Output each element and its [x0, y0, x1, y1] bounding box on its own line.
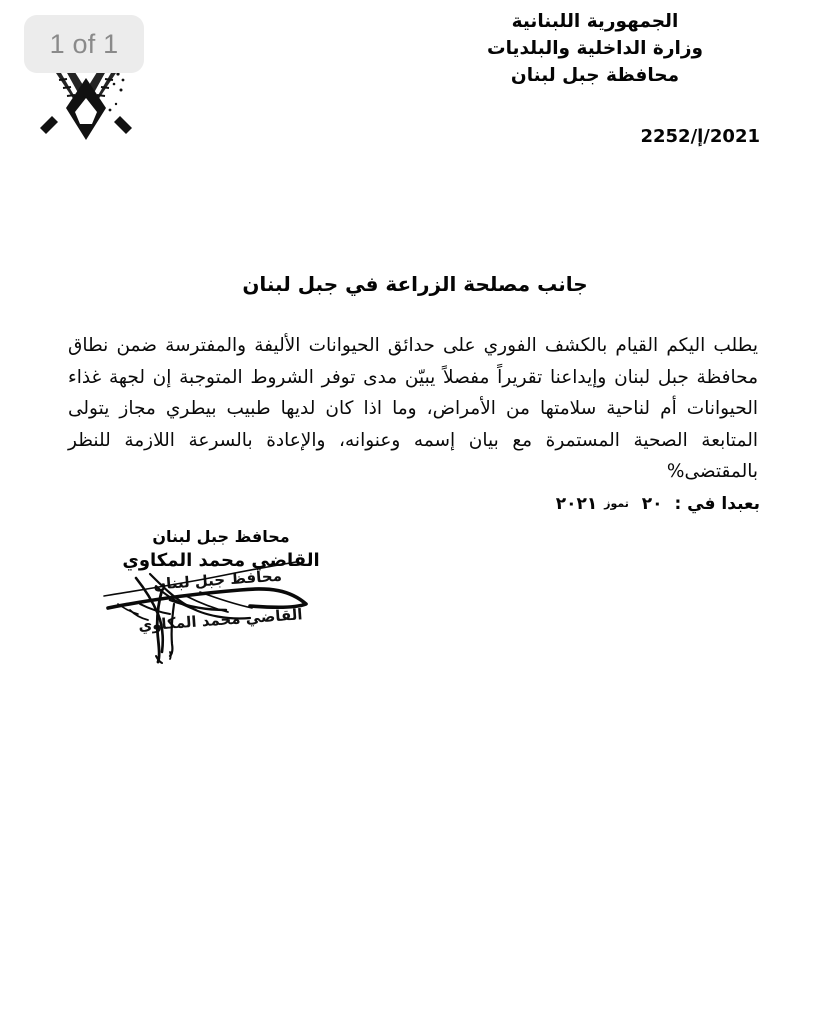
signatory-title: محافظ جبل لبنان — [152, 527, 290, 546]
body-line-5: بالمقتضى% — [666, 461, 758, 482]
reference-number: 2021/إ/2252 — [640, 126, 760, 147]
stamp-line-name: القاضي محمد المكاوي — [137, 605, 304, 635]
letter-body — [68, 330, 758, 488]
letterhead-line-ministry: وزارة الداخلية والبلديات — [487, 38, 703, 59]
body-line-4: المتابعة الصحية المستمرة مع بيان إسمه وعنوانه، والإعادة بالسرعة اللازمة للنظر — [68, 429, 758, 451]
date-line — [556, 494, 760, 514]
body-line-1: يطلب اليكم القيام بالكشف الفوري على حدائق الحيوانات الأليفة والمفترسة ضمن نطاق — [68, 335, 758, 356]
date-day: ٢٠ — [641, 494, 663, 514]
body-line-3: الحيوانات أم لناحية سلامتها من الأمراض، وما اذا كان لديها طبيب بيطري مجاز يتولى — [68, 398, 758, 419]
letterhead-line-country: الجمهورية اللبنانية — [511, 11, 679, 32]
addressee-line: جانب مصلحة الزراعة في جبل لبنان — [242, 272, 588, 296]
date-month: تموز — [604, 497, 629, 510]
body-line-2: محافظة جبل لبنان وإيداعنا تقريراً مفصلاً يبيّن مدى توفر الشروط المتوجبة إن لجهة غذاء — [68, 366, 758, 388]
page-count-badge[interactable]: 1 of 1 — [24, 15, 144, 73]
letterhead — [430, 8, 760, 89]
letterhead-line-governorate: محافظة جبل لبنان — [510, 65, 680, 86]
stamp-line-title: محافظ جبل لبنان — [152, 566, 283, 594]
date-year: ٢٠٢١ — [555, 494, 598, 514]
signatory-name: القاضي محمد المكاوي — [122, 550, 320, 571]
date-place-label: بعبدا في : — [674, 494, 760, 514]
